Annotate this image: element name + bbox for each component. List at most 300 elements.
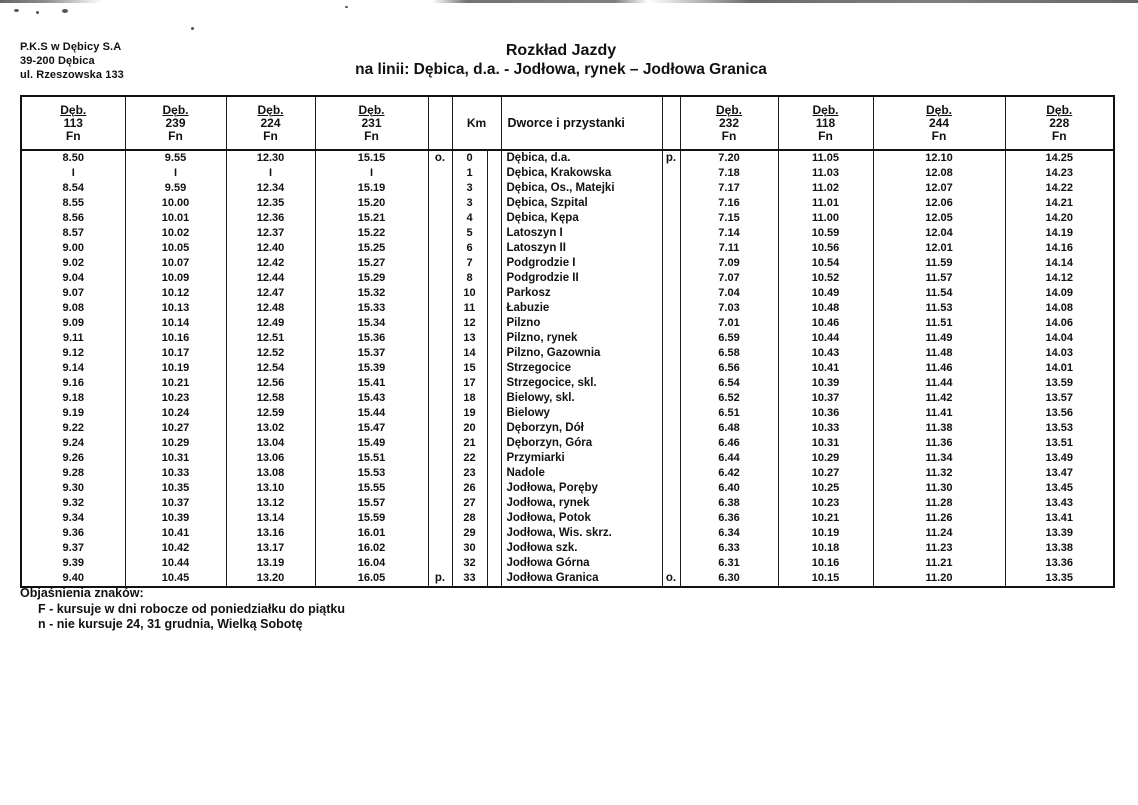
table-row bbox=[21, 331, 1114, 346]
mark-cell bbox=[428, 451, 452, 466]
time-cell: 10.18 bbox=[778, 541, 873, 556]
mark-cell bbox=[662, 271, 680, 286]
mark-cell bbox=[662, 166, 680, 181]
time-cell: 13.16 bbox=[226, 526, 315, 541]
time-cell: 10.21 bbox=[778, 511, 873, 526]
time-cell: 14.09 bbox=[1005, 286, 1114, 301]
time-cell: 15.33 bbox=[315, 301, 428, 316]
time-cell: 10.48 bbox=[778, 301, 873, 316]
spacer-cell bbox=[487, 436, 501, 451]
time-cell: 11.59 bbox=[873, 256, 1005, 271]
km-cell: 11 bbox=[452, 301, 487, 316]
mark-cell: o. bbox=[662, 571, 680, 587]
time-cell: 10.29 bbox=[778, 451, 873, 466]
km-cell: 32 bbox=[452, 556, 487, 571]
time-cell: 13.47 bbox=[1005, 466, 1114, 481]
time-cell: 12.59 bbox=[226, 406, 315, 421]
stop-name-cell: Latoszyn II bbox=[501, 241, 662, 256]
mark-cell bbox=[428, 496, 452, 511]
time-cell: 10.17 bbox=[125, 346, 226, 361]
time-cell: 14.01 bbox=[1005, 361, 1114, 376]
time-cell: 12.40 bbox=[226, 241, 315, 256]
mark-cell bbox=[662, 196, 680, 211]
time-cell: 15.53 bbox=[315, 466, 428, 481]
time-cell: 9.37 bbox=[62, 542, 84, 554]
km-cell: 26 bbox=[452, 481, 487, 496]
mark-cell: p. bbox=[662, 150, 680, 166]
time-cell: 12.44 bbox=[226, 271, 315, 286]
km-cell: 21 bbox=[452, 436, 487, 451]
time-cell: 13.04 bbox=[226, 436, 315, 451]
course-origin: Dęb. bbox=[812, 102, 839, 117]
time-cell: 6.48 bbox=[680, 421, 778, 436]
time-cell: 15.22 bbox=[315, 226, 428, 241]
spacer-cell bbox=[487, 541, 501, 556]
mark-cell bbox=[428, 226, 452, 241]
time-cell: 11.01 bbox=[778, 196, 873, 211]
table-row bbox=[21, 316, 1114, 331]
spacer-cell bbox=[487, 181, 501, 196]
mark-cell bbox=[662, 286, 680, 301]
time-cell: 10.14 bbox=[125, 316, 226, 331]
km-cell: 15 bbox=[452, 361, 487, 376]
km-cell: 27 bbox=[452, 496, 487, 511]
spacer-cell bbox=[487, 406, 501, 421]
km-cell: 0 bbox=[452, 150, 487, 166]
time-cell: 10.23 bbox=[778, 496, 873, 511]
time-cell: 14.25 bbox=[1005, 150, 1114, 166]
time-cell: 11.38 bbox=[873, 421, 1005, 436]
stop-name-cell: Dęborzyn, Góra bbox=[501, 436, 662, 451]
stop-name-cell: Jodłowa Górna bbox=[501, 556, 662, 571]
time-cell: 13.49 bbox=[1005, 451, 1114, 466]
time-cell: 7.14 bbox=[680, 226, 778, 241]
time-cell: 10.16 bbox=[778, 556, 873, 571]
stop-name-cell: Pilzno bbox=[501, 316, 662, 331]
stop-name-cell: Jodłowa, Potok bbox=[501, 511, 662, 526]
km-cell: 23 bbox=[452, 466, 487, 481]
time-cell: 9.40 bbox=[62, 572, 84, 584]
time-cell: 10.42 bbox=[125, 541, 226, 556]
mark-cell bbox=[662, 496, 680, 511]
time-cell: 7.16 bbox=[680, 196, 778, 211]
course-origin: Dęb. bbox=[715, 102, 742, 117]
time-cell: 10.36 bbox=[778, 406, 873, 421]
time-cell: 13.10 bbox=[226, 481, 315, 496]
spacer-cell bbox=[487, 271, 501, 286]
time-cell: 13.57 bbox=[1005, 391, 1114, 406]
km-cell: 3 bbox=[452, 196, 487, 211]
time-cell: 11.48 bbox=[873, 346, 1005, 361]
time-cell: 9.12 bbox=[62, 347, 84, 359]
time-cell: 6.59 bbox=[680, 331, 778, 346]
time-cell: 12.07 bbox=[873, 181, 1005, 196]
course-marks: Fn bbox=[721, 128, 737, 143]
time-cell: 6.42 bbox=[680, 466, 778, 481]
time-cell: 10.43 bbox=[778, 346, 873, 361]
stop-name-cell: Bielowy bbox=[501, 406, 662, 421]
time-cell: 10.09 bbox=[125, 271, 226, 286]
km-cell: 10 bbox=[452, 286, 487, 301]
km-cell: 8 bbox=[452, 271, 487, 286]
stop-name-cell: Dębica, d.a. bbox=[501, 150, 662, 166]
stop-name-cell: Jodłowa, Wis. skrz. bbox=[501, 526, 662, 541]
scanner-edge-artifact bbox=[0, 0, 1138, 3]
table-row bbox=[21, 211, 1114, 226]
mark-cell bbox=[662, 556, 680, 571]
time-cell: 15.59 bbox=[315, 511, 428, 526]
km-cell: 19 bbox=[452, 406, 487, 421]
time-cell: 14.22 bbox=[1005, 181, 1114, 196]
time-cell: 10.12 bbox=[125, 286, 226, 301]
time-cell: 9.34 bbox=[62, 512, 84, 524]
time-cell: 15.34 bbox=[315, 316, 428, 331]
course-marks: Fn bbox=[168, 128, 183, 143]
mark-cell bbox=[428, 181, 452, 196]
time-cell: 10.25 bbox=[778, 481, 873, 496]
time-cell: 7.07 bbox=[680, 271, 778, 286]
time-cell: 15.25 bbox=[315, 241, 428, 256]
spacer-cell bbox=[487, 166, 501, 181]
course-marks: Fn bbox=[1051, 128, 1067, 143]
mark-cell bbox=[662, 331, 680, 346]
time-cell: 9.28 bbox=[62, 467, 84, 479]
time-cell: 10.00 bbox=[125, 196, 226, 211]
table-row bbox=[21, 406, 1114, 421]
table-row bbox=[21, 256, 1114, 271]
time-cell: 10.44 bbox=[778, 331, 873, 346]
mark-cell bbox=[662, 301, 680, 316]
time-cell: 11.20 bbox=[873, 571, 1005, 587]
course-header-118 bbox=[778, 96, 873, 150]
time-cell: 11.44 bbox=[873, 376, 1005, 391]
time-cell: 9.26 bbox=[62, 452, 84, 464]
time-cell: 14.21 bbox=[1005, 196, 1114, 211]
spacer-cell bbox=[487, 556, 501, 571]
table-row bbox=[21, 556, 1114, 571]
time-cell: 14.14 bbox=[1005, 256, 1114, 271]
time-cell: 15.44 bbox=[315, 406, 428, 421]
mark-cell bbox=[662, 226, 680, 241]
km-cell: 4 bbox=[452, 211, 487, 226]
mark-cell bbox=[428, 271, 452, 286]
mark-cell bbox=[662, 451, 680, 466]
time-cell: 12.58 bbox=[226, 391, 315, 406]
time-cell: 10.31 bbox=[125, 451, 226, 466]
km-cell: 28 bbox=[452, 511, 487, 526]
time-cell: 7.03 bbox=[680, 301, 778, 316]
time-cell: 10.44 bbox=[125, 556, 226, 571]
time-cell: 13.36 bbox=[1005, 556, 1114, 571]
table-row bbox=[21, 226, 1114, 241]
time-cell: 10.24 bbox=[125, 406, 226, 421]
table-row bbox=[21, 166, 1114, 181]
time-cell: 6.31 bbox=[680, 556, 778, 571]
time-cell: 15.41 bbox=[315, 376, 428, 391]
stop-name-cell: Nadole bbox=[501, 466, 662, 481]
course-marks: Fn bbox=[263, 128, 278, 143]
time-cell: 6.33 bbox=[680, 541, 778, 556]
course-number: 239 bbox=[165, 115, 186, 130]
time-cell: 13.45 bbox=[1005, 481, 1114, 496]
time-cell: 11.05 bbox=[778, 150, 873, 166]
time-cell: 7.09 bbox=[680, 256, 778, 271]
km-cell: 6 bbox=[452, 241, 487, 256]
stops-column-header: Dworce i przystanki bbox=[501, 96, 662, 150]
km-cell: 29 bbox=[452, 526, 487, 541]
stop-name-cell: Łabuzie bbox=[501, 301, 662, 316]
table-row bbox=[21, 376, 1114, 391]
scan-noise-speck bbox=[345, 6, 348, 8]
time-cell: 15.15 bbox=[315, 150, 428, 166]
time-cell: 15.43 bbox=[315, 391, 428, 406]
time-cell: 14.06 bbox=[1005, 316, 1114, 331]
stop-name-cell: Dębica, Szpital bbox=[501, 196, 662, 211]
table-row bbox=[21, 481, 1114, 496]
time-cell: 12.10 bbox=[873, 150, 1005, 166]
mark-cell bbox=[662, 181, 680, 196]
time-cell: 15.19 bbox=[315, 181, 428, 196]
mark-cell bbox=[428, 481, 452, 496]
time-cell: 10.19 bbox=[125, 361, 226, 376]
spacer-cell bbox=[487, 226, 501, 241]
time-cell: 15.29 bbox=[315, 271, 428, 286]
mark-cell bbox=[662, 421, 680, 436]
course-origin: Dęb. bbox=[1046, 102, 1073, 117]
spacer-cell bbox=[487, 466, 501, 481]
course-number: 232 bbox=[718, 115, 740, 130]
spacer-cell bbox=[487, 196, 501, 211]
stop-name-cell: Latoszyn I bbox=[501, 226, 662, 241]
time-cell: 6.34 bbox=[680, 526, 778, 541]
table-row bbox=[21, 301, 1114, 316]
spacer-cell bbox=[487, 526, 501, 541]
time-cell: 13.43 bbox=[1005, 496, 1114, 511]
timetable-body bbox=[21, 150, 1114, 587]
course-header-228 bbox=[1005, 96, 1114, 150]
time-cell: 13.19 bbox=[226, 556, 315, 571]
time-cell: 10.07 bbox=[125, 256, 226, 271]
km-cell: 1 bbox=[452, 166, 487, 181]
km-cell: 7 bbox=[452, 256, 487, 271]
table-row bbox=[21, 511, 1114, 526]
stop-name-cell: Przymiarki bbox=[501, 451, 662, 466]
time-cell: 11.21 bbox=[873, 556, 1005, 571]
legend-item-F: F - kursuje w dni robocze od poniedziałku do piątku bbox=[38, 601, 345, 616]
course-origin: Dęb. bbox=[925, 102, 952, 117]
time-cell: 13.56 bbox=[1005, 406, 1114, 421]
time-cell: 11.26 bbox=[873, 511, 1005, 526]
time-cell: 9.32 bbox=[62, 497, 84, 509]
course-header-232 bbox=[680, 96, 778, 150]
mark-cell bbox=[428, 556, 452, 571]
course-number: 244 bbox=[928, 115, 950, 130]
spacer-cell bbox=[487, 571, 501, 587]
mark-cell bbox=[428, 541, 452, 556]
time-cell: I bbox=[226, 166, 315, 181]
time-cell: 6.54 bbox=[680, 376, 778, 391]
time-cell: 11.28 bbox=[873, 496, 1005, 511]
table-row bbox=[21, 181, 1114, 196]
stop-name-cell: Jodłowa szk. bbox=[501, 541, 662, 556]
time-cell: 10.52 bbox=[778, 271, 873, 286]
mark-cell bbox=[428, 346, 452, 361]
mark-cell bbox=[428, 406, 452, 421]
time-cell: 14.04 bbox=[1005, 331, 1114, 346]
time-cell: 16.04 bbox=[315, 556, 428, 571]
time-cell: 10.01 bbox=[125, 211, 226, 226]
mark-cell bbox=[428, 196, 452, 211]
mark-cell bbox=[428, 511, 452, 526]
time-cell: 15.37 bbox=[315, 346, 428, 361]
mark-cell bbox=[662, 241, 680, 256]
time-cell: 11.46 bbox=[873, 361, 1005, 376]
mark-cell bbox=[428, 421, 452, 436]
publisher-postcode: 39-200 Dębica bbox=[20, 55, 95, 67]
spacer-cell bbox=[487, 316, 501, 331]
time-cell: 13.06 bbox=[226, 451, 315, 466]
time-cell: 6.38 bbox=[680, 496, 778, 511]
time-cell: 16.05 bbox=[315, 571, 428, 587]
km-cell: 18 bbox=[452, 391, 487, 406]
mark-cell bbox=[662, 466, 680, 481]
spacer-cell bbox=[487, 421, 501, 436]
time-cell: 10.59 bbox=[778, 226, 873, 241]
time-cell: 15.49 bbox=[315, 436, 428, 451]
time-cell: 13.08 bbox=[226, 466, 315, 481]
time-cell: 11.36 bbox=[873, 436, 1005, 451]
legend-item-n: n - nie kursuje 24, 31 grudnia, Wielką Sobotę bbox=[38, 617, 303, 631]
time-cell: 6.36 bbox=[680, 511, 778, 526]
time-cell: 6.51 bbox=[680, 406, 778, 421]
time-cell: 10.37 bbox=[778, 391, 873, 406]
time-cell: 12.54 bbox=[226, 361, 315, 376]
table-row bbox=[21, 526, 1114, 541]
time-cell: 11.23 bbox=[873, 541, 1005, 556]
spacer-cell bbox=[487, 150, 501, 166]
time-cell: 11.24 bbox=[873, 526, 1005, 541]
mark-cell bbox=[428, 331, 452, 346]
table-row bbox=[21, 541, 1114, 556]
time-cell: 7.01 bbox=[680, 316, 778, 331]
mark-cell bbox=[662, 346, 680, 361]
spacer-cell bbox=[487, 331, 501, 346]
time-cell: 15.32 bbox=[315, 286, 428, 301]
time-cell: 9.02 bbox=[62, 257, 84, 269]
time-cell: 7.20 bbox=[680, 150, 778, 166]
spacer-cell bbox=[487, 361, 501, 376]
table-row bbox=[21, 436, 1114, 451]
stop-name-cell: Jodłowa, Poręby bbox=[501, 481, 662, 496]
time-cell: 9.55 bbox=[125, 150, 226, 166]
time-cell: 9.59 bbox=[125, 181, 226, 196]
time-cell: 12.30 bbox=[226, 150, 315, 166]
table-row bbox=[21, 571, 1114, 587]
mark-cell bbox=[662, 391, 680, 406]
time-cell: 12.51 bbox=[226, 331, 315, 346]
course-header-224 bbox=[226, 96, 315, 150]
mark-cell bbox=[662, 511, 680, 526]
mark-cell bbox=[662, 316, 680, 331]
km-cell: 17 bbox=[452, 376, 487, 391]
mark-cell bbox=[428, 316, 452, 331]
course-header-231 bbox=[315, 96, 428, 150]
course-marks: Fn bbox=[364, 128, 379, 143]
spacer-cell bbox=[487, 286, 501, 301]
line-subtitle: na linii: Dębica, d.a. - Jodłowa, rynek – Jodłowa Granica bbox=[355, 61, 767, 78]
time-cell: 13.12 bbox=[226, 496, 315, 511]
course-header-113 bbox=[21, 96, 125, 150]
time-cell: 7.15 bbox=[680, 211, 778, 226]
spacer-cell bbox=[487, 211, 501, 226]
time-cell: 8.54 bbox=[62, 182, 84, 194]
time-cell: 8.56 bbox=[62, 212, 84, 224]
km-cell: 12 bbox=[452, 316, 487, 331]
table-row bbox=[21, 346, 1114, 361]
table-row bbox=[21, 361, 1114, 376]
mark-cell bbox=[662, 406, 680, 421]
time-cell: 10.13 bbox=[125, 301, 226, 316]
publisher-name: P.K.S w Dębicy S.A bbox=[20, 41, 122, 53]
time-cell: 14.03 bbox=[1005, 346, 1114, 361]
time-cell: 9.14 bbox=[62, 362, 84, 374]
timetable bbox=[20, 95, 1115, 588]
time-cell: 7.17 bbox=[680, 181, 778, 196]
time-cell: 10.05 bbox=[125, 241, 226, 256]
time-cell: 10.39 bbox=[125, 511, 226, 526]
time-cell: 12.01 bbox=[873, 241, 1005, 256]
mark-cell bbox=[662, 436, 680, 451]
stop-name-cell: Dębica, Krakowska bbox=[501, 166, 662, 181]
time-cell: 14.19 bbox=[1005, 226, 1114, 241]
time-cell: 10.21 bbox=[125, 376, 226, 391]
spacer-cell bbox=[487, 511, 501, 526]
time-cell: 9.18 bbox=[62, 392, 84, 404]
time-cell: 9.22 bbox=[62, 422, 84, 434]
stop-name-cell: Dębica, Kępa bbox=[501, 211, 662, 226]
time-cell: 7.04 bbox=[680, 286, 778, 301]
time-cell: 6.44 bbox=[680, 451, 778, 466]
table-row bbox=[21, 496, 1114, 511]
course-number: 228 bbox=[1049, 115, 1070, 130]
time-cell: 15.36 bbox=[315, 331, 428, 346]
time-cell: 10.41 bbox=[125, 526, 226, 541]
time-cell: 10.16 bbox=[125, 331, 226, 346]
mark-cell bbox=[662, 211, 680, 226]
scan-noise-speck bbox=[62, 9, 68, 13]
stop-name-cell: Parkosz bbox=[501, 286, 662, 301]
course-header-244 bbox=[873, 96, 1005, 150]
time-cell: 6.46 bbox=[680, 436, 778, 451]
course-marks: Fn bbox=[65, 128, 81, 143]
mark-cell bbox=[428, 286, 452, 301]
time-cell: 12.05 bbox=[873, 211, 1005, 226]
time-cell: 11.51 bbox=[873, 316, 1005, 331]
km-cell: 5 bbox=[452, 226, 487, 241]
km-cell: 22 bbox=[452, 451, 487, 466]
time-cell: 15.39 bbox=[315, 361, 428, 376]
time-cell: I bbox=[71, 167, 75, 179]
time-cell: 13.53 bbox=[1005, 421, 1114, 436]
km-cell: 20 bbox=[452, 421, 487, 436]
course-origin: Dęb. bbox=[162, 102, 189, 117]
spacer-cell bbox=[487, 391, 501, 406]
time-cell: 15.55 bbox=[315, 481, 428, 496]
time-cell: 15.51 bbox=[315, 451, 428, 466]
mark-cell bbox=[428, 166, 452, 181]
time-cell: 6.40 bbox=[680, 481, 778, 496]
course-origin: Dęb. bbox=[358, 102, 385, 117]
